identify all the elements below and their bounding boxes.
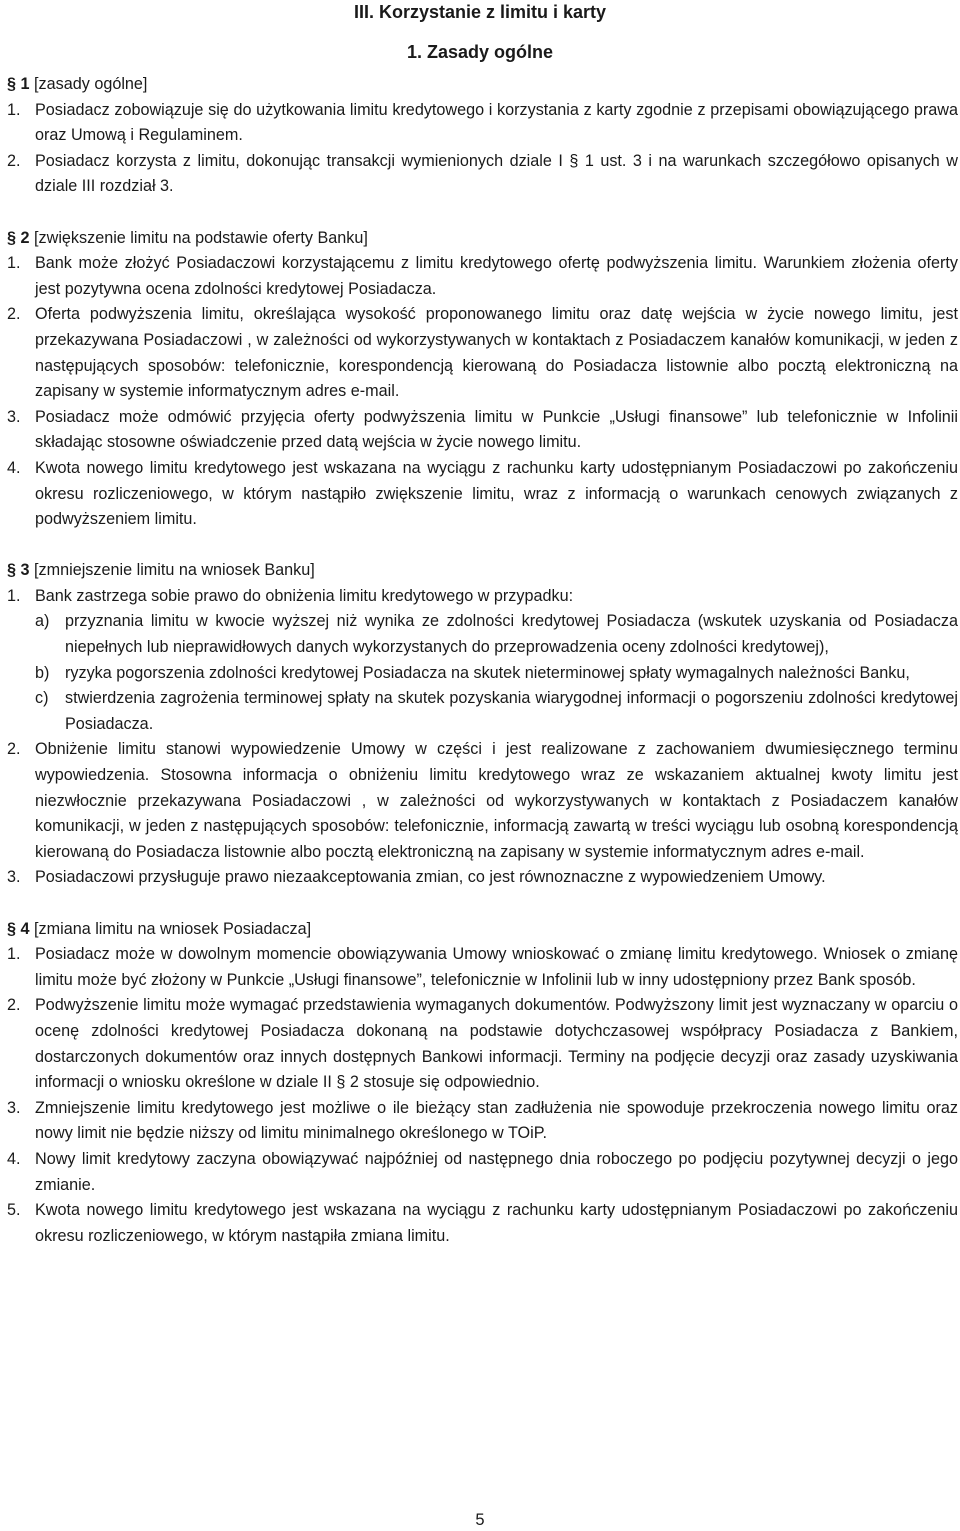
paragraph-symbol: §	[7, 228, 17, 247]
item-number: 4.	[7, 458, 21, 477]
sub-item-text: ryzyka pogorszenia zdolności kredytowej Posiadacza na skutek nieterminowej spłaty wymagalnych należności Banku,	[65, 663, 910, 682]
item-number: 2.	[7, 305, 21, 324]
item-text: Posiadaczowi przysługuje prawo niezaakceptowania zmian, co jest równoznaczne z wypowiedzeniem Umowy.	[35, 868, 826, 887]
item-number: 5.	[7, 1201, 21, 1220]
list-item	[7, 1147, 958, 1198]
item-text: Posiadacz zobowiązuje się do użytkowania limitu kredytowego i korzystania z karty zgodnie z przepisami obowiązującego prawa oraz Umową i Regulaminem.	[35, 100, 958, 145]
item-number: 3.	[7, 1098, 21, 1117]
list-item	[7, 98, 958, 149]
item-number: 1.	[7, 586, 21, 605]
section-spacer	[7, 533, 958, 559]
section-spacer	[7, 200, 958, 226]
paragraph-symbol: §	[7, 561, 17, 580]
list-item	[7, 251, 958, 302]
item-text: Kwota nowego limitu kredytowego jest wskazana na wyciągu z rachunku karty udostępnianym Posiadaczowi po zakończeniu okresu rozliczeniowego, w którym nastąpiła zmiana limitu.	[35, 1201, 958, 1245]
section-spacer	[7, 891, 958, 917]
list-item	[7, 302, 958, 404]
item-number: 3.	[7, 407, 21, 426]
list-item	[7, 865, 958, 891]
document-body	[7, 72, 958, 1249]
paragraph-title: [zasady ogólne]	[34, 75, 148, 93]
paragraph-title: [zmniejszenie limitu na wniosek Banku]	[34, 561, 315, 580]
sub-item-letter: a)	[35, 612, 50, 631]
sub-item-letter: c)	[35, 689, 49, 708]
chapter-title: 1. Zasady ogólne	[406, 42, 554, 62]
item-number: 1.	[7, 945, 21, 964]
paragraph-number: 3	[20, 561, 30, 580]
list-item	[7, 993, 958, 1095]
list-item	[7, 456, 958, 533]
item-number: 2.	[7, 151, 21, 170]
paragraph-number: 1	[20, 75, 30, 93]
item-text: Nowy limit kredytowy zaczyna obowiązywać najpóźniej od następnego dnia roboczego po podjęciu pozytywnej decyzji o jego zmianie.	[35, 1149, 958, 1194]
list-item	[7, 1096, 958, 1147]
sub-item-text: stwierdzenia zagrożenia terminowej spłaty na skutek pozyskania wiarygodnej informacji o pogorszeniu zdolności kredytowej Posiadacza.	[65, 689, 958, 733]
item-number: 2.	[7, 740, 21, 759]
list-item	[7, 737, 958, 865]
list-item	[7, 149, 958, 200]
list-item	[7, 1198, 958, 1249]
item-number: 1.	[7, 254, 21, 273]
item-number: 4.	[7, 1149, 21, 1168]
item-text: Posiadacz może odmówić przyjęcia oferty podwyższenia limitu w Punkcie „Usługi finansowe” lub telefonicznie w Infolinii składając stosowne oświadczenie przed datą wejścia w życie nowego limitu.	[35, 407, 958, 452]
item-text: Posiadacz może w dowolnym momencie obowiązywania Umowy wnioskować o zmianę limitu kredytowego. Wniosek o zmianę limitu może być złożony w Punkcie „Usługi finansowe”, telefonicznie w Infolinii lub w inny udostępniony przez Bank sposób.	[35, 945, 958, 989]
paragraph-number: 4	[20, 919, 30, 938]
list-item	[7, 405, 958, 456]
paragraph-heading	[7, 917, 958, 943]
list-item	[7, 584, 958, 610]
sub-list-item	[35, 686, 958, 737]
item-text: Obniżenie limitu stanowi wypowiedzenie Umowy w części i jest realizowane z zachowaniem dwumiesięcznego terminu wypowiedzenia. Stosowna informacja o obniżeniu limitu kredytowego wraz ze wskazaniem aktualnej kwoty limitu jest niezwłocznie przekazywana Posiadaczowi , w zależności od wykorzystywanych w kontaktach z Posiadaczem kanałów komunikacji, w jeden z następujących sposobów: telefonicznie, informacją zawartą w treści wyciągu lub osobną korespondencją kierowaną do Posiadacza listownie albo pocztą elektroniczną na zapisany w systemie informatycznym adres e-mail.	[35, 740, 958, 861]
item-text: Zmniejszenie limitu kredytowego jest możliwe o ile bieżący stan zadłużenia nie spowoduje przekroczenia nowego limitu oraz nowy limit nie będzie niższy od limitu minimalnego określonego w TOiP.	[35, 1098, 958, 1143]
item-text: Bank może złożyć Posiadaczowi korzystającemu z limitu kredytowego ofertę podwyższenia limitu. Warunkiem złożenia oferty jest pozytywna ocena zdolności kredytowej Posiadacza.	[35, 254, 958, 298]
item-number: 2.	[7, 996, 21, 1015]
paragraph-heading	[7, 558, 958, 584]
paragraph-title: [zwiększenie limitu na podstawie oferty Banku]	[34, 228, 368, 247]
item-text: Bank zastrzega sobie prawo do obniżenia limitu kredytowego w przypadku:	[35, 586, 574, 605]
item-text: Oferta podwyższenia limitu, określająca wysokość proponowanego limitu oraz datę wejścia w życie nowego limitu, jest przekazywana Posiadaczowi , w zależności od wykorzystywanych w kontaktach z Posiadaczem kanałów komunikacji, w jeden z następujących sposobów: telefonicznie, korespondencją kierowaną do Posiadacza listownie albo pocztą elektroniczną na zapisany w systemie informatycznym adres e-mail.	[35, 305, 958, 401]
page-number: 5	[475, 1511, 485, 1529]
sub-item-letter: b)	[35, 663, 50, 682]
paragraph-heading	[7, 226, 958, 252]
paragraph-title: [zmiana limitu na wniosek Posiadacza]	[34, 919, 312, 938]
paragraph-symbol: §	[7, 75, 17, 93]
item-number: 3.	[7, 868, 21, 887]
list-item	[7, 942, 958, 993]
paragraph-number: 2	[20, 228, 30, 247]
paragraph-heading	[7, 72, 958, 98]
section-title: III. Korzystanie z limitu i karty	[353, 2, 607, 22]
sub-list-item	[35, 661, 958, 687]
item-text: Posiadacz korzysta z limitu, dokonując transakcji wymienionych dziale I § 1 ust. 3 i na warunkach szczegółowo opisanych w dziale III rozdział 3.	[35, 151, 958, 196]
item-text: Kwota nowego limitu kredytowego jest wskazana na wyciągu z rachunku karty udostępnianym Posiadaczowi po zakończeniu okresu rozliczeniowego, w którym nastąpiło zwiększenie limitu, wraz z informacją o warunkach cenowych związanych z podwyższeniem limitu.	[35, 458, 958, 529]
item-text: Podwyższenie limitu może wymagać przedstawienia wymaganych dokumentów. Podwyższony limit jest wyznaczany w oparciu o ocenę zdolności kredytowej Posiadacza dokonaną na podstawie dotychczasowej współpracy Posiadacza z Bankiem, dostarczonych dokumentów oraz innych dostępnych Bankowi informacji. Terminy na podjęcie decyzji oraz zasady uzyskiwania informacji o wniosku określone w dziale II § 2 stosuje się odpowiednio.	[35, 996, 958, 1092]
item-number: 1.	[7, 100, 21, 119]
paragraph-symbol: §	[7, 919, 17, 938]
sub-list-item	[35, 609, 958, 660]
sub-item-text: przyznania limitu w kwocie wyższej niż wynika ze zdolności kredytowej Posiadacza (wskutek uzyskania od Posiadacza niepełnych lub nieprawidłowych danych wykorzystanych do przeprowadzenia oceny zdolności kredytowej),	[65, 612, 958, 657]
